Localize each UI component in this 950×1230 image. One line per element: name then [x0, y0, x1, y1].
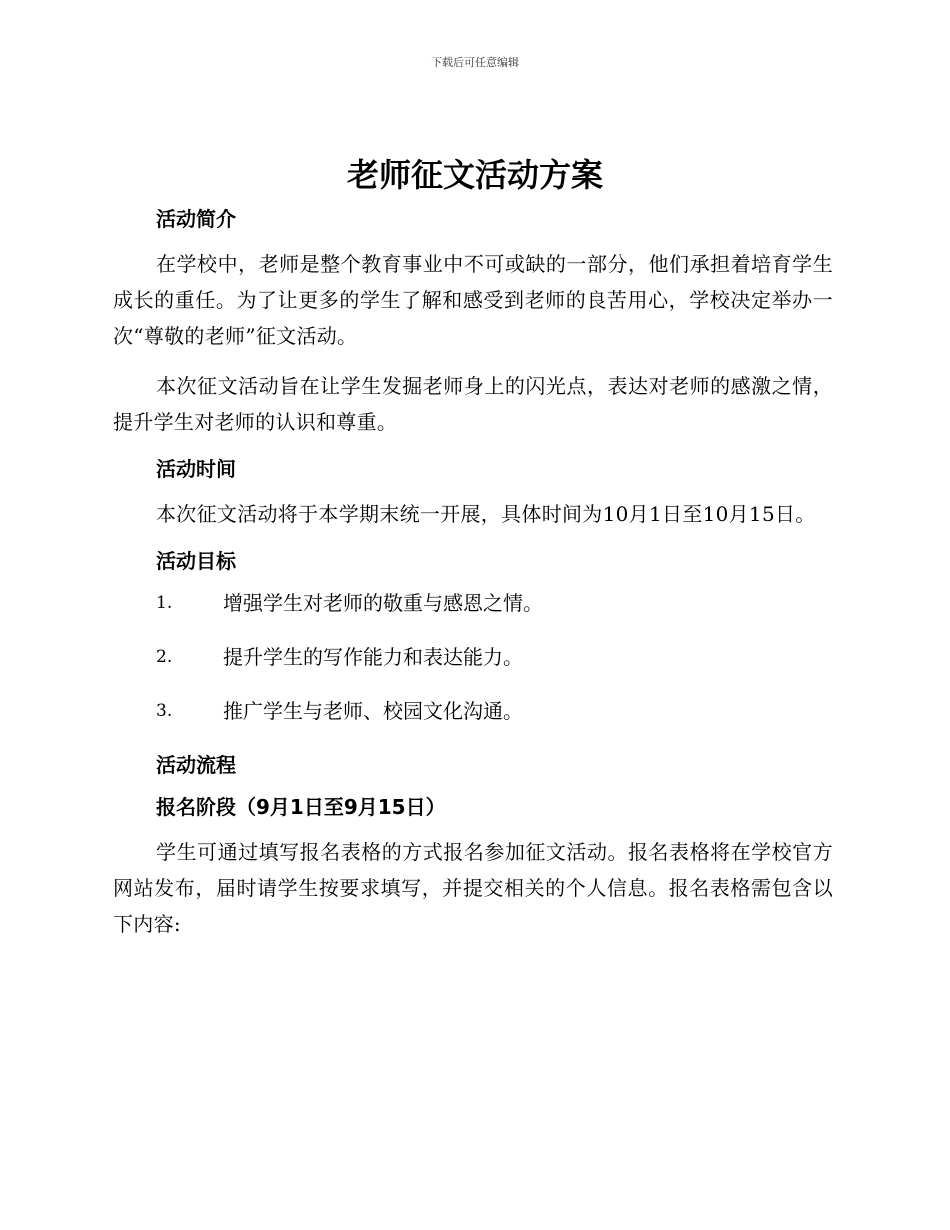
list-item-number: 2. — [156, 647, 173, 667]
list-item — [113, 696, 833, 726]
document-body — [113, 196, 833, 956]
list-item-text: 推广学生与老师、校园文化沟通。 — [223, 699, 523, 723]
list-item — [113, 588, 833, 618]
header-note: 下载后可任意编辑 — [431, 56, 519, 69]
section-heading-time: 活动时间 — [156, 457, 236, 481]
section-heading-process: 活动流程 — [156, 753, 236, 777]
list-item-text: 增强学生对老师的敬重与感恩之情。 — [223, 591, 543, 615]
time-paragraph: 本次征文活动将于本学期末统一开展，具体时间为10月1日至10月15日。 — [156, 502, 816, 526]
list-item-number: 1. — [156, 593, 173, 613]
goals-list — [113, 588, 833, 726]
list-item-text: 提升学生的写作能力和表达能力。 — [223, 645, 523, 669]
registration-paragraph: 学生可通过填写报名表格的方式报名参加征文活动。报名表格将在学校官方网站发布，届时请学生按要求填写，并提交相关的个人信息。报名表格需包含以下内容: — [113, 840, 833, 936]
section-heading-intro: 活动简介 — [156, 207, 236, 231]
subheading-registration: 报名阶段（9月1日至9月15日） — [156, 795, 446, 819]
list-item — [113, 642, 833, 672]
document-title: 老师征文活动方案 — [346, 156, 603, 194]
section-heading-goals: 活动目标 — [156, 549, 236, 573]
intro-paragraph-1: 在学校中，老师是整个教育事业中不可或缺的一部分，他们承担着培育学生成长的重任。为了让更多的学生了解和感受到老师的良苦用心，学校决定举办一次“尊敬的老师”征文活动。 — [113, 252, 833, 348]
list-item-number: 3. — [156, 701, 173, 721]
intro-paragraph-2: 本次征文活动旨在让学生发掘老师身上的闪光点，表达对老师的感激之情，提升学生对老师的认识和尊重。 — [113, 374, 833, 434]
